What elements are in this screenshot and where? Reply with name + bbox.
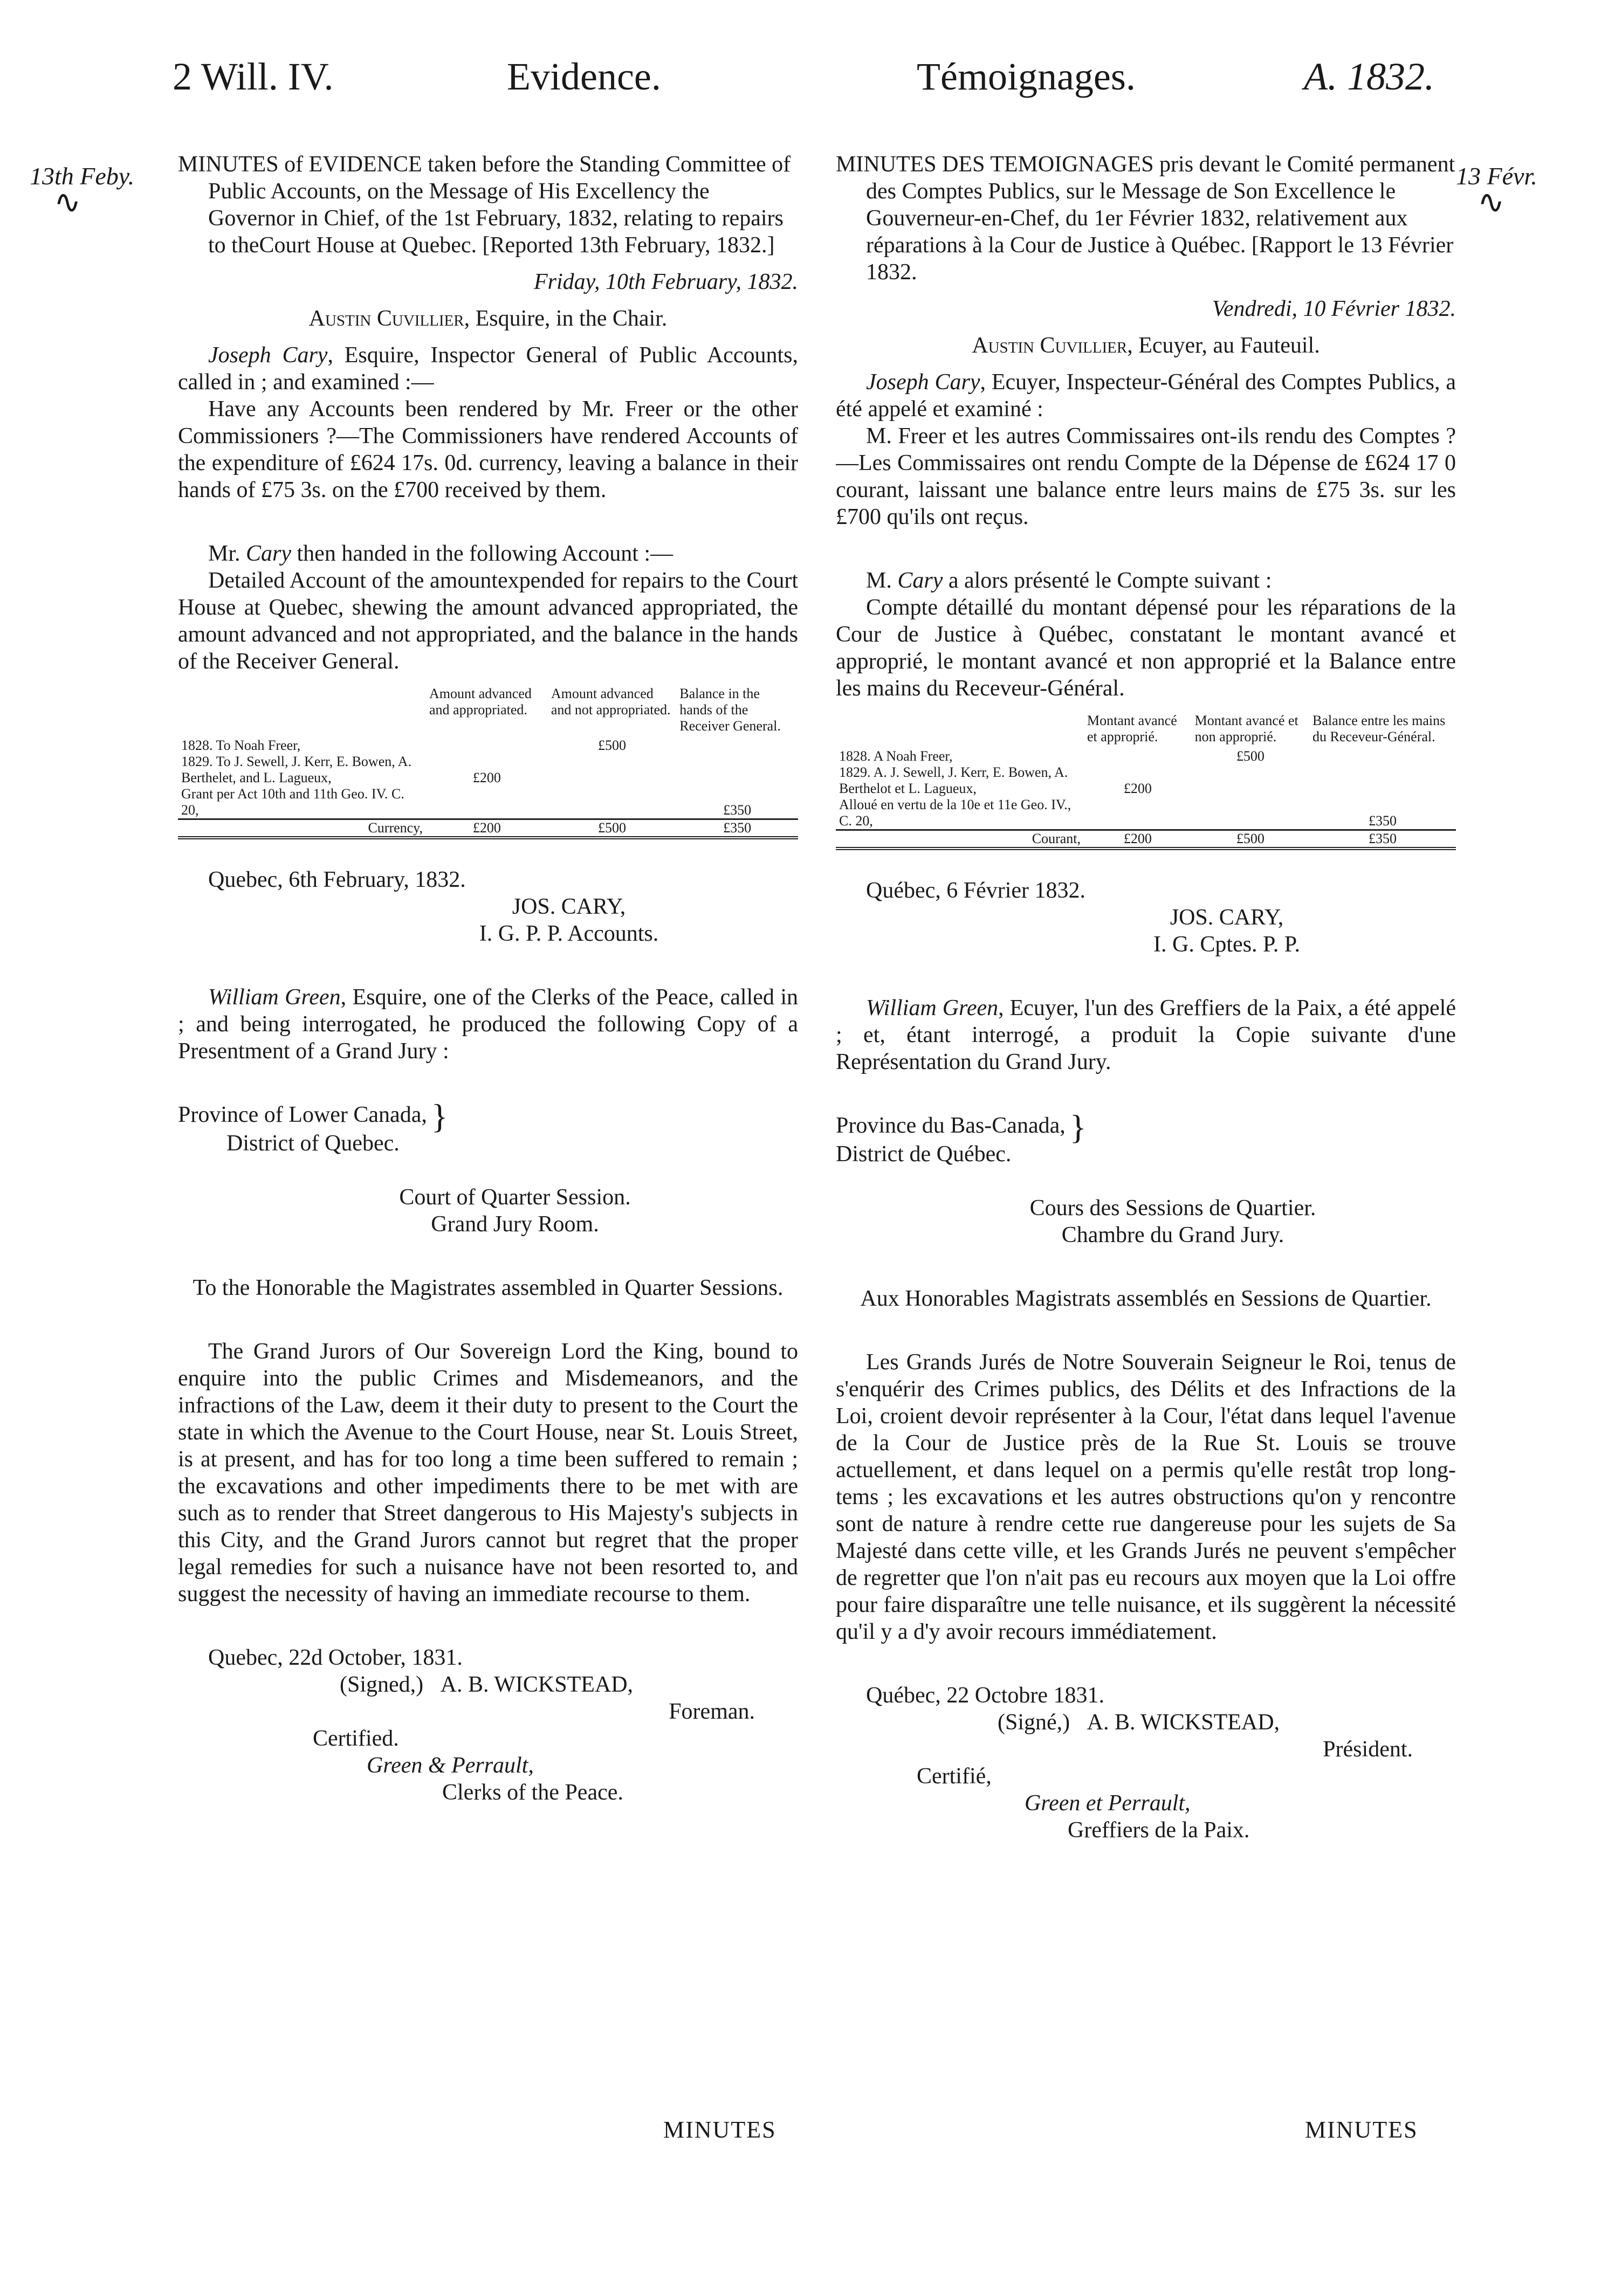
court-line: Cours des Sessions de Quartier.: [1029, 1196, 1316, 1221]
witness-text: , Esquire, Inspector General of Public Accounts, called in ; and examined :—: [178, 343, 798, 395]
total-value: £500: [1192, 830, 1309, 849]
letter-date: Quebec, 22d October, 1831.: [208, 1645, 463, 1671]
column-header: Amount advanced and appropriated.: [429, 686, 532, 718]
presentment-body: The Grand Jurors of Our Sovereign Lord the King, bound to enquire into the public Crimes and Misdemeanors, and the infractions of the Law, deem it their duty to present to the Court the state in which the Avenue to the Court House, near St. Louis Street, is at present, and has for too long a time been suffered to remain ; the excavations and other impediments there to be met with are such as to render that Street dangerous to His Majesty's subjects in this City, and the Grand Jurors cannot but regret that the proper legal remedies for such a nuisance have not been resorted to, and suggest the necessity of having an immediate recourse to them.: [178, 1339, 798, 1607]
signer-role: Président.: [1323, 1737, 1413, 1762]
witness-name: Joseph Cary: [866, 370, 980, 395]
handed-prefix: M.: [866, 568, 898, 593]
totals-row: [178, 819, 798, 838]
letter-date: Québec, 22 Octobre 1831.: [866, 1683, 1105, 1708]
handed-text: then handed in the following Account :—: [291, 541, 674, 566]
clerks-role: Greffiers de la Paix.: [1068, 1818, 1250, 1843]
question-answer: M. Freer et les autres Commissaires ont-ils rendu des Comptes ?—Les Commissaires ont rendu Compte de la Dépense de £624 17 0 courant, laissant une balance entre leurs mains de £75 3s. sur les £700 qu'ils ont reçus.: [836, 424, 1456, 529]
address-line: To the Honorable the Magistrates assembled in Quarter Sessions.: [193, 1275, 784, 1301]
room-line: Chambre du Grand Jury.: [1061, 1223, 1284, 1248]
running-header: [173, 51, 1434, 102]
table-row: [836, 797, 1456, 830]
table-row: [836, 764, 1456, 797]
certified: Certified.: [313, 1726, 399, 1752]
signature-name: JOS. CARY,: [1170, 905, 1284, 930]
handed-name: Cary: [897, 568, 943, 593]
court-line: Court of Quarter Session.: [399, 1185, 631, 1210]
minutes-title: MINUTES of EVIDENCE taken before the Standing Committee of Public Accounts, on the Message of His Excellency the Governor in Chief, of the 1st February, 1832, relating to repairs to theCourt House at Quebec. [Reported 13th February, 1832.]: [178, 152, 791, 258]
catchword-fr: MINUTES: [1305, 2116, 1418, 2143]
address-line: Aux Honorables Magistrats assemblés en Sessions de Quartier.: [860, 1286, 1432, 1312]
table-row: [178, 754, 798, 786]
account-description: Detailed Account of the amountexpended for repairs to the Court House at Quebec, shewing the amount advanced appropriated, the amount advanced and not appropriated, and the balance in the hands of the Receiver General.: [178, 568, 798, 674]
column-header: Balance entre les mains du Receveur-Général.: [1312, 713, 1446, 744]
cell-value: [1084, 797, 1192, 830]
witness-text: , Ecuyer, Inspecteur-Général des Comptes Publics, a été appelé et examiné :: [836, 370, 1456, 422]
signed-label: (Signé,): [998, 1710, 1070, 1735]
row-label: 1828. A Noah Freer,: [839, 748, 953, 764]
column-header: Montant avancé et non approprié.: [1194, 713, 1298, 744]
signer-name: A. B. WICKSTEAD,: [440, 1672, 634, 1698]
clerks-names: Green et Perrault,: [1025, 1791, 1191, 1816]
total-value: £350: [1309, 830, 1456, 849]
handed-in-line: [836, 567, 1456, 594]
table-row: [178, 786, 798, 819]
signed-line: [178, 1671, 798, 1698]
margin-date-right: 13 Févr.: [1456, 162, 1537, 190]
french-column: [836, 151, 1456, 2146]
room-line: Grand Jury Room.: [431, 1212, 599, 1237]
witness-intro: [836, 369, 1456, 423]
sitting-date: Vendredi, 10 Février 1832.: [1212, 297, 1456, 321]
chair-line: [178, 305, 798, 332]
chair-text: , Esquire, in the Chair.: [464, 306, 668, 331]
chair-text: , Ecuyer, au Fauteuil.: [1127, 333, 1320, 358]
signer-name: A. B. WICKSTEAD,: [1087, 1710, 1280, 1735]
cell-value: £500: [1236, 748, 1265, 764]
presentment-body: Les Grands Jurés de Notre Souverain Seigneur le Roi, tenus de s'enquérir des Crimes publics, des Délits et des Infractions de la Loi, croient devoir représenter à la Cour, l'état dans lequel l'avenue de la Cour de Justice près de la Rue St. Louis se trouve actuellement, et dans lequel on a permis qu'elle restât trop long-tems ; les excavations et les autres obstructions qu'on y rencontre sont de nature à rendre cette rue dangereuse pour les sujets de Sa Majesté dans cette ville, et les Grands Jurés ne peuvent s'empêcher de regretter que l'on n'ait pas eu recours aux moyen que la Loi offre pour faire disparaître une telle nuisance, et ils suggèrent la nécessité qu'il y a d'y avoir recours immédiatement.: [836, 1350, 1456, 1645]
district: District de Québec.: [836, 1142, 1012, 1167]
cell-value: [1084, 748, 1192, 764]
total-value: £350: [676, 819, 798, 838]
cell-value: [1309, 748, 1456, 764]
swash-ornament-left: ∿: [54, 184, 81, 220]
header-year: A. 1832.: [1304, 55, 1434, 98]
signer-role: Foreman.: [669, 1699, 755, 1725]
row-label: 1828. To Noah Freer,: [181, 737, 301, 753]
green-name: William Green: [208, 985, 341, 1010]
cell-value: [676, 754, 798, 786]
row-label: Alloué en vertu de la 10e et 11e Geo. IV., C. 20,: [839, 797, 1071, 829]
witness-name: Joseph Cary: [208, 343, 328, 368]
cell-value: [676, 737, 798, 754]
swash-ornament-right: ∿: [1478, 184, 1505, 220]
district: District of Quebec.: [226, 1131, 400, 1156]
question-answer: Have any Accounts been rendered by Mr. Freer or the other Commissioners ?—The Commissioners have rendered Accounts of the expenditure of £624 17s. 0d. currency, leaving a balance in their hands of £75 3s. on the £700 received by them.: [178, 397, 798, 502]
cell-value: [548, 754, 676, 786]
signed-line: [836, 1709, 1456, 1736]
row-label: 1829. To J. Sewell, J. Kerr, E. Bowen, A. Berthelet, and L. Lagueux,: [181, 754, 412, 785]
account-table-header: [178, 686, 798, 737]
province-line: [836, 1108, 1456, 1147]
minutes-title: MINUTES DES TEMOIGNAGES pris devant le Comité permanent des Comptes Publics, sur le Message de Son Excellence le Gouverneur-en-Chef, du 1er Février 1832, relativement aux réparations à la Cour de Justice à Québec. [Rapport le 13 Février 1832.: [836, 152, 1455, 285]
brace-glyph: }: [1069, 1108, 1087, 1147]
green-text: , Ecuyer, l'un des Greffiers de la Paix, a été appelé ; et, étant interrogé, a produit la Copie suivante d'une Représentation du Grand Jury.: [836, 996, 1456, 1074]
header-session: 2 Will. IV.: [173, 55, 334, 98]
cell-value: [426, 786, 548, 819]
total-label: Courant,: [836, 830, 1084, 849]
handed-prefix: Mr.: [208, 541, 246, 566]
total-label: Currency,: [178, 819, 426, 838]
brace-glyph: }: [431, 1097, 448, 1136]
account-description: Compte détaillé du montant dépensé pour les réparations de la Cour de Justice à Québec, constatant le montant avancé et approprié, le montant avancé et non approprié et la Balance entre les mains du Receveur-Général.: [836, 595, 1456, 701]
cell-value: £350: [1369, 813, 1397, 829]
margin-date-left: 13th Feby.: [30, 162, 135, 190]
clerks-role: Clerks of the Peace.: [442, 1780, 623, 1805]
handed-text: a alors présenté le Compte suivant :: [943, 568, 1272, 593]
table-row: [836, 748, 1456, 764]
header-temoignages: Témoignages.: [917, 55, 1136, 98]
signature-title: I. G. P. P. Accounts.: [479, 921, 659, 946]
catchword-en: MINUTES: [663, 2116, 776, 2143]
chair-line: [836, 332, 1456, 359]
row-label: Grant per Act 10th and 11th Geo. IV. C. 20,: [181, 786, 404, 818]
cell-value: £200: [472, 770, 501, 785]
green-intro: [836, 995, 1456, 1075]
account-table: [836, 713, 1456, 850]
place-date: Quebec, 6th February, 1832.: [208, 867, 466, 892]
cell-value: £500: [598, 737, 627, 753]
total-value: £200: [426, 819, 548, 838]
english-column: [178, 151, 798, 2146]
cell-value: £350: [723, 802, 752, 818]
handed-in-line: [178, 540, 798, 567]
clerks-names: Green & Perrault,: [367, 1753, 534, 1778]
certified: Certifié,: [917, 1764, 992, 1789]
green-text: , Esquire, one of the Clerks of the Peace, called in ; and being interrogated, he produced the following Copy of a Presentment of a Grand Jury :: [178, 985, 798, 1064]
total-value: £500: [548, 819, 676, 838]
province: Province of Lower Canada,: [178, 1102, 427, 1127]
column-header: Balance in the hands of the Receiver General.: [679, 686, 781, 734]
account-table-header: [836, 713, 1456, 748]
cell-value: [1309, 764, 1456, 797]
witness-intro: [178, 342, 798, 396]
cell-value: [1192, 797, 1309, 830]
column-header: Montant avancé et approprié.: [1087, 713, 1177, 744]
cell-value: [1192, 764, 1309, 797]
header-evidence: Evidence.: [507, 55, 661, 98]
signature-title: I. G. Cptes. P. P.: [1153, 932, 1300, 957]
cell-value: [548, 786, 676, 819]
signed-label: (Signed,): [340, 1672, 424, 1698]
green-name: William Green: [866, 996, 999, 1021]
sitting-date: Friday, 10th February, 1832.: [534, 270, 798, 294]
chair-name: Austin Cuvillier: [308, 306, 464, 331]
table-row: [178, 737, 798, 754]
signature-name: JOS. CARY,: [512, 894, 626, 919]
place-date: Québec, 6 Février 1832.: [866, 878, 1086, 903]
totals-row: [836, 830, 1456, 849]
province-line: [178, 1097, 798, 1136]
cell-value: [426, 737, 548, 754]
cell-value: £200: [1123, 781, 1152, 796]
chair-name: Austin Cuvillier: [972, 333, 1128, 358]
province: Province du Bas-Canada,: [836, 1113, 1066, 1138]
total-value: £200: [1084, 830, 1192, 849]
column-header: Amount advanced and not appropriated.: [551, 686, 671, 718]
green-intro: [178, 984, 798, 1065]
account-table: [178, 686, 798, 839]
row-label: 1829. A. J. Sewell, J. Kerr, E. Bowen, A. Berthelot et L. Lagueux,: [839, 764, 1068, 796]
handed-name: Cary: [246, 541, 292, 566]
